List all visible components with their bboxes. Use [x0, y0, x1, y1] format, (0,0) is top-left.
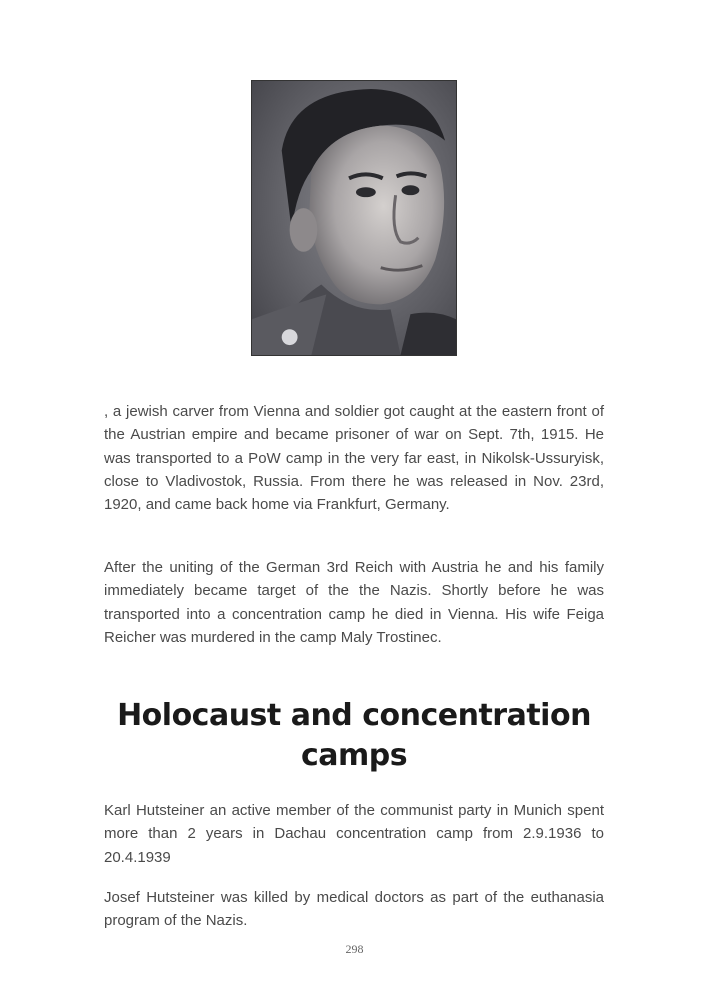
page-number: 298 [345, 942, 364, 956]
biography-paragraph-2: After the uniting of the German 3rd Reich with Austria he and his family immediately became target of the the Nazis. Shortly before he was transported into a concentration camp he died in Vienna. His wife Feiga Reicher was murdered in the camp Maly Trostinec. [104, 559, 604, 646]
hutsteiner-karl-paragraph: Karl Hutsteiner an active member of the communist party in Munich spent more than 2 years in Dachau concentration camp from 2.9.1936 to 20.4.1939 [104, 802, 604, 866]
hutsteiner-josef-paragraph: Josef Hutsteiner was killed by medical doctors as part of the euthanasia program of the Nazis. [104, 889, 604, 930]
portrait-image [252, 81, 456, 355]
portrait-photo [251, 80, 457, 356]
biography-paragraph-1: , a jewish carver from Vienna and soldier got caught at the eastern front of the Austrian empire and became prisoner of war on Sept. 7th, 1915. He was transported to a PoW camp in the very far east, in Nikolsk-Ussuryisk, close to Vladivostok, Russia. From there he was released in Nov. 23rd, 1920, and came back home via Frankfurt, Germany. [104, 403, 604, 514]
section-heading: Holocaust and concentration camps [117, 698, 591, 773]
